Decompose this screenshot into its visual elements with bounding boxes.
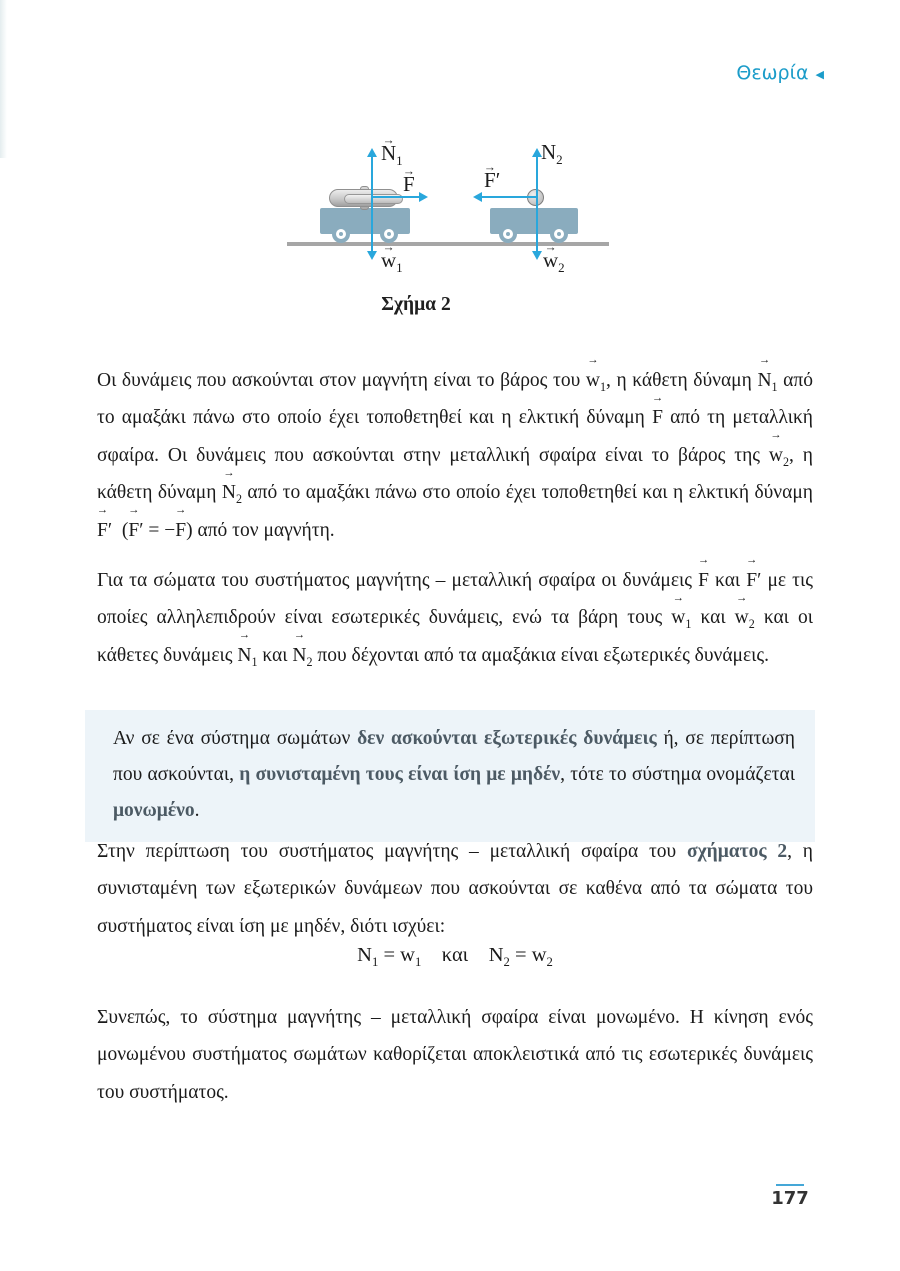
label-w2: $w \to_2$ (543, 248, 565, 273)
wheel-rim (554, 229, 564, 239)
arrowhead-right-F (419, 192, 428, 202)
section-label: Θεωρία (736, 62, 809, 84)
page-number: 177 (771, 1188, 809, 1209)
wheel-hub (557, 232, 561, 236)
wheel-hub (506, 232, 510, 236)
footer-rule (776, 1184, 804, 1186)
force-line-right (536, 157, 538, 253)
wheel-rim (384, 229, 394, 239)
label-F-prime: F →′ (484, 168, 500, 193)
arrowhead-left-F-prime (473, 192, 482, 202)
wheel-hub (387, 232, 391, 236)
arrowhead-down-w2 (532, 251, 542, 260)
wheel-rim (336, 229, 346, 239)
label-w1: $w \to_1$ (381, 248, 403, 273)
label-F: F → (403, 172, 415, 197)
triangle-left-icon: ◀ (815, 67, 824, 81)
paragraph-forces-magnet: Οι δυνάμεις που ασκούνται στον μαγνήτη είναι το βάρος του $w \to_1$, η κάθετη δύναμη $N \to_1$ από το αμαξάκι πάνω στο οποίο έχει τοποθετηθεί και η ελκτική δύναμη F → από τη μεταλλική σφαίρα. Οι δυνάμεις που ασκούνται στην μεταλλική σφαίρα είναι το βάρος της $w \to_2$, η κάθετη δύναμη $N \to_2$ από το αμαξάκι πάνω στο οποίο έχει τοποθετηθεί και η ελκτική δύναμη F →′ (F →′ = −F →) από τον μαγνήτη. (97, 362, 813, 549)
label-N2: $N_2$ (541, 140, 563, 168)
paragraph-conclusion: Συνεπώς, το σύστημα μαγνήτης – μεταλλική σφαίρα είναι μονωμένο. Η κίνηση ενός μονωμένου συστήματος σωμάτων καθορίζεται αποκλειστικά από τις εσωτερικές δυνάμεις του συστήματος. (97, 1007, 813, 1103)
force-line-F-prime (482, 196, 537, 198)
label-N1: $N \to_1$ (381, 141, 403, 166)
cart-wheel-icon (499, 225, 517, 243)
page-edge-shadow (0, 0, 7, 158)
page-header (736, 62, 824, 84)
wheel-rim (503, 229, 513, 239)
definition-box-isolated-system: Αν σε ένα σύστημα σωμάτων δεν ασκούνται εξωτερικές δυνάμεις ή, σε περίπτωση που ασκούνται, η συνισταμένη τους είναι ίση με μηδέν, τότε το σύστημα ονομάζεται μονωμένο. (85, 710, 815, 842)
figure-caption: Σχήμα 2 (381, 294, 451, 315)
wheel-hub (339, 232, 343, 236)
paragraph-system-figure2: Στην περίπτωση του συστήματος μαγνήτης – μεταλλική σφαίρα του σχήματος 2, η συνισταμένη των εξωτερικών δυνάμεων που ασκούνται σε καθένα από τα σώματα του συστήματος είναι ίση με μηδέν, διότι ισχύει: (97, 841, 814, 937)
force-line-left (371, 157, 373, 253)
cart-wheel-icon (332, 225, 350, 243)
arrowhead-down-w1 (367, 251, 377, 260)
paragraph-internal-external: Για τα σώματα του συστήματος μαγνήτης – μεταλλική σφαίρα οι δυνάμεις F → και F →′ με τις οποίες αλληλεπιδρούν είναι εσωτερικές δυνάμεις, ενώ τα βάρη τους $w \to_1$ και $w \to_2$ και οι κάθετες δυνάμεις $N \to_1$ και $N \to_2$ που δέχονται από τα αμαξάκια είναι εξωτερικές δυνάμεις. (97, 562, 813, 674)
equation-N-equals-w: $N_1 = w_1$ και $N_2 = w_2$ (357, 944, 553, 970)
arrowhead-up-N1 (367, 148, 377, 157)
